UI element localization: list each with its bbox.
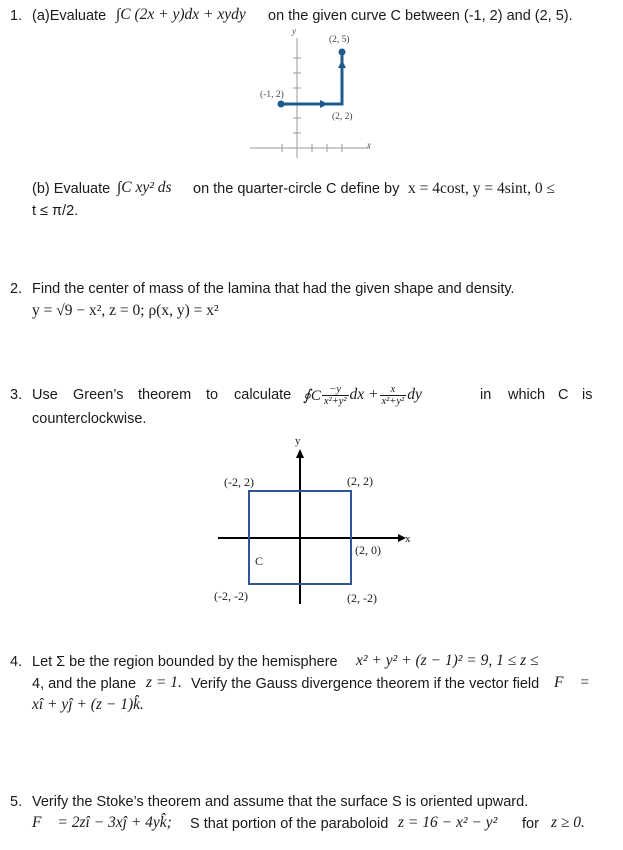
q3-dx: dx + (349, 386, 379, 403)
q1-fig-label-top: (2, 5) (329, 35, 350, 45)
q3-frac2-num: x (380, 384, 407, 396)
q3-contour-integral: ∮C (303, 387, 321, 404)
q2-text: Find the center of mass of the lamina that had the given shape and density. (32, 281, 515, 297)
q2-number: 2. (10, 281, 23, 297)
q4-line2-b: Verify the Gauss divergence theorem if the vector field (191, 676, 540, 692)
q3-word: to (206, 387, 219, 403)
q3-fig-label-tr: (2, 2) (347, 474, 373, 488)
q4-line1-text: Let Σ be the region bounded by the hemisphere (32, 654, 338, 670)
q3-fig-label-x: x (405, 533, 411, 545)
q5-number: 5. (10, 794, 23, 810)
q2-formula: y = √9 − x², z = 0; ρ(x, y) = x² (32, 302, 219, 319)
q3-fig-label-tl: (-2, 2) (224, 475, 254, 489)
q3-fig-label-bl: (-2, -2) (214, 589, 248, 603)
q5-line2-cond: z ≥ 0. (551, 814, 585, 831)
q3-word: Green’s (73, 387, 124, 403)
q3-frac1-den: x²+y² (323, 395, 347, 407)
q1b-text: on the quarter-circle C define by (193, 181, 400, 197)
q4-number: 4. (10, 654, 23, 670)
q5-line2-math: z = 16 − x² − y² (398, 814, 498, 831)
q3-dy: dy (407, 386, 422, 403)
q1a-suffix: on the given curve C between (-1, 2) and (2, 5). (268, 8, 573, 24)
q5-line1: Verify the Stoke’s theorem and assume that the surface S is oriented upward. (32, 794, 529, 810)
q3-word: theorem (138, 387, 192, 403)
q5-line2-text: S that portion of the paraboloid (190, 816, 389, 832)
q1a-prefix: (a)Evaluate (32, 8, 107, 24)
q4-line2-math: z = 1. (146, 674, 182, 691)
q3-frac1-num: −y (322, 384, 349, 396)
q1-fig-label-x: x (367, 140, 371, 150)
q3-word: C (558, 387, 569, 403)
q1-fig-label-left: (-1, 2) (260, 90, 284, 100)
q3-frac2-den: x²+y² (381, 395, 405, 407)
q3-word: in (480, 387, 492, 403)
q1a-integral: ∫C (2x + y)dx + xydy (116, 6, 246, 23)
q1b-prefix: (b) Evaluate (32, 181, 111, 197)
q3-word: calculate (234, 387, 292, 403)
q3-word: is (582, 387, 593, 403)
q1-fig-label-y: y (292, 26, 296, 36)
q1-number: 1. (10, 8, 23, 24)
q3-number: 3. (10, 387, 23, 403)
q3-fig-label-y: y (295, 435, 301, 447)
q4-line2-field: F⃗ = (554, 674, 590, 691)
q4-line3: xî + yĵ + (z − 1)k̂. (32, 696, 144, 713)
q3-line2: counterclockwise. (32, 411, 147, 427)
q3-fig-label-c: C (255, 554, 264, 568)
q1b-line2: t ≤ π/2. (32, 203, 79, 219)
q5-line2-for: for (522, 816, 539, 832)
q5-field: F⃗ = 2zî − 3xĵ + 4yk̂; (32, 814, 172, 831)
q3-fig-label-mid: (2, 0) (355, 543, 381, 557)
q4-line1-math: x² + y² + (z − 1)² = 9, 1 ≤ z ≤ (356, 652, 539, 669)
q1b-math: x = 4cost, y = 4sint, 0 ≤ (408, 180, 555, 197)
q1b-integral: ∫C xy² ds (117, 179, 172, 196)
q3-fig-label-br: (2, -2) (347, 591, 377, 605)
q3-word: Use (32, 387, 58, 403)
q3-word: which (508, 387, 546, 403)
q1-fig-label-corner: (2, 2) (332, 112, 353, 122)
q4-line2-a: 4, and the plane (32, 676, 137, 692)
